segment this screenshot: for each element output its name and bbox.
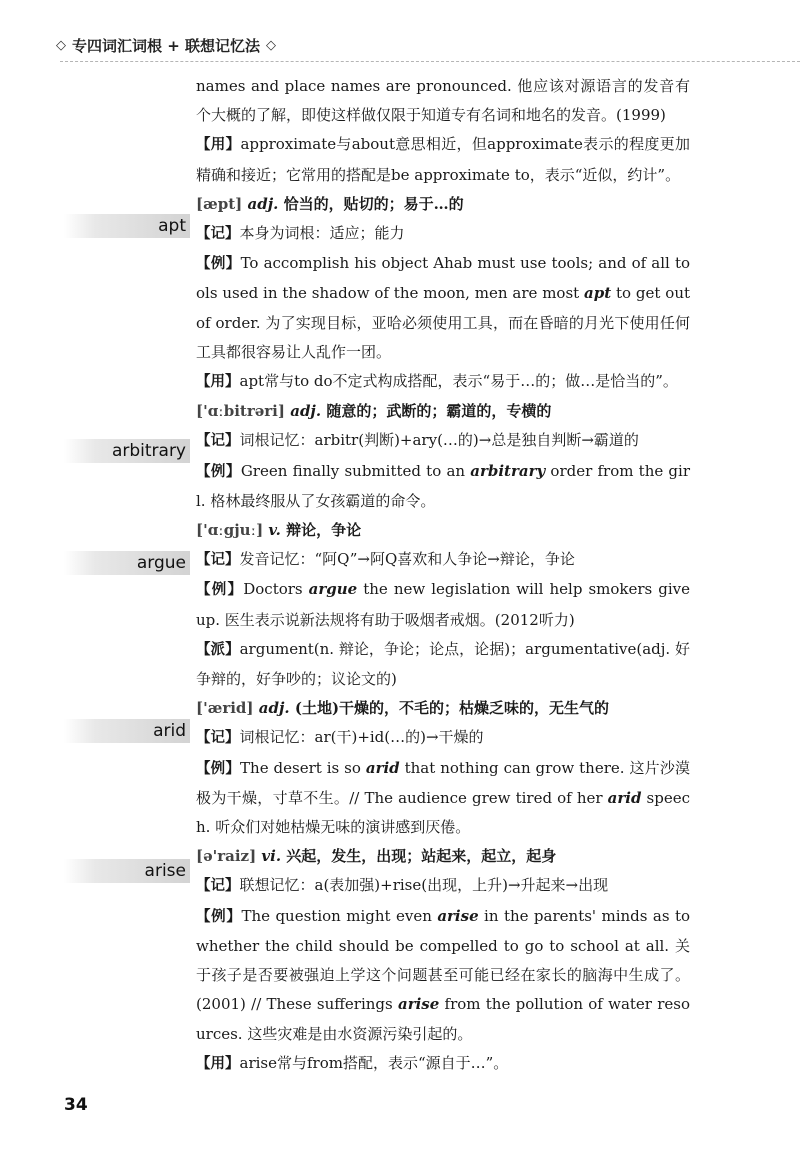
memory-text: 联想记忆：a(表加强)+rise(出现，上升)→升起来→出现 — [239, 876, 609, 895]
entry-arbitrary-memory — [196, 426, 690, 456]
phonetic: [æpt] — [196, 194, 243, 213]
entry-arise-memory — [196, 871, 690, 901]
example-keyword: arid — [607, 788, 642, 807]
entry-arid-definition — [196, 694, 690, 723]
example-tag: 【例】 — [196, 760, 241, 777]
phonetic: ['ɑːbitrəri] — [196, 402, 285, 421]
example-text: order from the girl. 格林最终服从了女孩霸道的命令。 — [196, 461, 691, 510]
running-header-title: 专四词汇词根 + 联想记忆法 — [72, 36, 261, 55]
part-of-speech: v. — [268, 521, 281, 540]
example-keyword: arise — [397, 995, 440, 1014]
part-of-speech: adj. — [258, 699, 290, 718]
derivative-text: argument(n. 辩论，争论；论点，论据)；argumentative(adj. 好争辩的，好争吵的；议论文的) — [196, 639, 691, 689]
usage-text: apt常与to do不定式构成搭配，表示“易于…的；做…是恰当的”。 — [239, 372, 678, 391]
phonetic: [ə'raiz] — [196, 847, 257, 866]
diamond-arrows-icon: ◇ — [266, 37, 277, 53]
header-divider — [60, 61, 800, 62]
example-tag: 【例】 — [196, 256, 241, 273]
entry-arbitrary-definition — [196, 397, 690, 426]
headword-arbitrary: arbitrary — [64, 439, 190, 463]
phonetic: ['ærid] — [196, 699, 254, 718]
entry-arid-example — [196, 754, 690, 843]
memory-text: 发音记忆：“阿Q”→阿Q喜欢和人争论→辩论，争论 — [239, 550, 575, 569]
memory-tag: 【记】 — [196, 878, 240, 895]
example-keyword: arid — [365, 758, 400, 777]
dictionary-column — [196, 72, 690, 1079]
memory-text: 本身为词根：适应；能力 — [239, 224, 405, 243]
entry-apt-usage — [196, 367, 690, 397]
headword-arise: arise — [64, 859, 190, 883]
part-of-speech: vi. — [261, 847, 282, 866]
usage-tag: 【用】 — [196, 374, 240, 391]
memory-text: 词根记忆：ar(干)+id(…的)→干燥的 — [239, 728, 484, 747]
meaning: (土地)干燥的，不毛的；枯燥乏味的，无生气的 — [294, 699, 610, 718]
part-of-speech: adj. — [290, 402, 322, 421]
usage-tag: 【用】 — [196, 1055, 240, 1072]
usage-text: approximate与about意思相近，但approximate表示的程度更加精确和接近；它常用的搭配是be approximate to，表示“近似，约计”。 — [196, 135, 691, 184]
example-text: To accomplish his object Ahab must use tools; and of all tools used in the shadow of the moon, men are most — [196, 254, 691, 303]
example-text: speech. 听众们对她枯燥无味的演讲感到厌倦。 — [196, 788, 690, 837]
memory-tag: 【记】 — [196, 730, 240, 747]
headword-argue: argue — [64, 551, 190, 575]
entry-argue-derivatives — [196, 635, 690, 694]
entry-arbitrary-example — [196, 457, 690, 516]
running-header — [56, 30, 800, 60]
part-of-speech: adj. — [247, 194, 279, 213]
example-text: in the parents' minds as to whether the child should be compelled to go to school at all. 关于孩子是否要被强迫上学这个问题甚至可能已经在家长的脑海中生成了。(2001) // These sufferings — [196, 906, 691, 1014]
example-text: The question might even — [241, 906, 438, 925]
example-tag: 【例】 — [196, 908, 242, 925]
diamond-arrows-icon: ◇ — [56, 37, 66, 53]
entry-arid-memory — [196, 723, 690, 753]
entry-apt-example — [196, 249, 690, 367]
example-text: the new legislation will help smokers give up. 医生表示说新法规将有助于吸烟者戒烟。(2012听力) — [196, 580, 691, 629]
example-text: to get out of order. 为了实现目标，亚哈必须使用工具，而在昏暗的月光下使用任何工具都很容易让人乱作一团。 — [196, 284, 691, 361]
intro-example-continuation: names and place names are pronounced. 他应该对源语言的发音有个大概的了解，即使这样做仅限于知道专有名词和地名的发音。(1999) — [196, 77, 690, 125]
meaning: 辩论，争论 — [286, 521, 362, 540]
entry-arise-usage — [196, 1049, 690, 1079]
example-text: Green finally submitted to an — [240, 461, 471, 480]
phonetic: ['ɑːgjuː] — [196, 521, 264, 540]
example-text: that nothing can grow there. 这片沙漠极为干燥，寸草不生。// The audience grew tired of her — [196, 758, 691, 807]
example-keyword: apt — [584, 284, 612, 303]
memory-tag: 【记】 — [196, 552, 240, 569]
derivative-tag: 【派】 — [196, 641, 240, 658]
entry-argue-memory — [196, 545, 690, 575]
headword-arid: arid — [64, 719, 190, 743]
entry-argue-definition — [196, 516, 690, 545]
intro-usage-note — [196, 130, 690, 189]
entry-arise-example — [196, 902, 690, 1049]
example-keyword: arise — [437, 906, 479, 925]
example-text: The desert is so — [240, 758, 366, 777]
example-text: Doctors — [243, 580, 309, 599]
memory-tag: 【记】 — [196, 433, 240, 450]
page-number: 34 — [64, 1095, 88, 1115]
example-keyword: arbitrary — [470, 461, 546, 480]
entry-apt-memory — [196, 219, 690, 249]
memory-tag: 【记】 — [196, 226, 240, 243]
example-tag: 【例】 — [196, 582, 244, 599]
usage-tag: 【用】 — [196, 137, 241, 154]
meaning: 兴起，发生，出现；站起来，起立，起身 — [286, 847, 557, 866]
entry-apt-definition — [196, 190, 690, 219]
usage-text: arise常与from搭配，表示“源自于…”。 — [239, 1053, 509, 1072]
headword-apt: apt — [64, 214, 190, 238]
meaning: 恰当的，贴切的；易于…的 — [283, 194, 464, 213]
memory-text: 词根记忆：arbitr(判断)+ary(…的)→总是独自判断→霸道的 — [239, 431, 639, 450]
meaning: 随意的；武断的；霸道的，专横的 — [326, 402, 552, 421]
entry-argue-example — [196, 575, 690, 634]
entry-arise-definition — [196, 842, 690, 871]
example-text: from the pollution of water resources. 这些灾难是由水资源污染引起的。 — [196, 995, 690, 1043]
example-tag: 【例】 — [196, 463, 241, 480]
example-keyword: argue — [308, 580, 358, 599]
